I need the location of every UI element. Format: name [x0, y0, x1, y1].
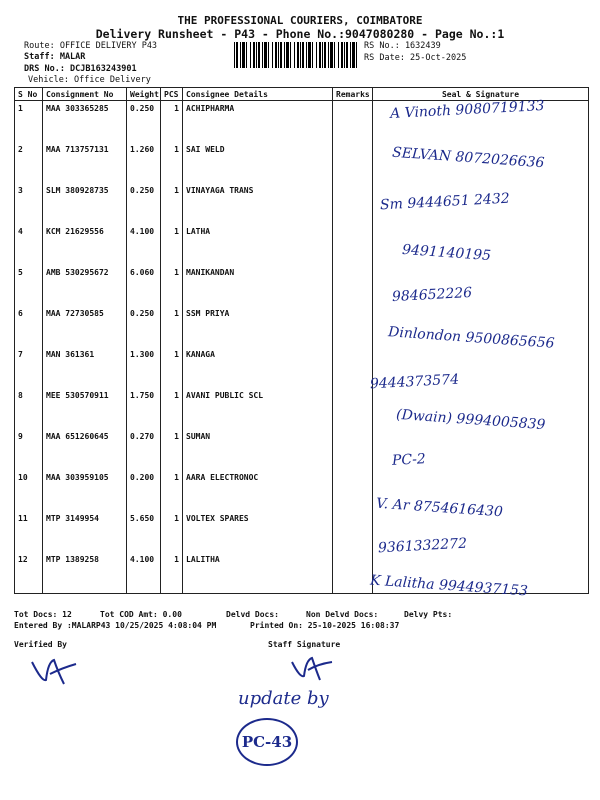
- row-weight: 0.250: [127, 101, 161, 143]
- consignee-signature: 9361332272: [377, 535, 468, 557]
- consignee-signature: 984652226: [391, 284, 473, 306]
- row-sno: 7: [15, 347, 43, 388]
- row-consignment: MTP 3149954: [43, 511, 127, 552]
- row-weight: 5.650: [127, 511, 161, 552]
- delivered-docs: Delvd Docs:: [226, 610, 279, 619]
- row-pcs: 1: [161, 511, 183, 552]
- col-seal-signature: Seal & Signature: [373, 88, 589, 101]
- row-sno: 1: [15, 101, 43, 143]
- col-sno: S No: [15, 88, 43, 101]
- row-sno: 10: [15, 470, 43, 511]
- row-weight: 0.270: [127, 429, 161, 470]
- drs-number: DRS No.: DCJB163243901: [24, 64, 137, 74]
- row-sno: 6: [15, 306, 43, 347]
- runsheet-subtitle: Delivery Runsheet - P43 - Phone No.:9047080280 - Page No.:1: [95, 27, 505, 41]
- table-header: [15, 88, 589, 101]
- consignee-signature: A Vinoth 9080719133: [389, 97, 545, 123]
- row-remarks: [333, 306, 373, 347]
- row-pcs: 1: [161, 552, 183, 594]
- table-row: [15, 347, 589, 388]
- row-consignment: AMB 530295672: [43, 265, 127, 306]
- consignee-signature: PC-2: [391, 451, 427, 469]
- rs-date: RS Date: 25-Oct-2025: [364, 53, 467, 63]
- row-weight: 0.250: [127, 183, 161, 224]
- row-remarks: [333, 101, 373, 143]
- row-consignment: MAA 303365285: [43, 101, 127, 143]
- table-row: [15, 429, 589, 470]
- row-consignee: KANAGA: [183, 347, 333, 388]
- row-remarks: [333, 265, 373, 306]
- row-consignee: ACHIPHARMA: [183, 101, 333, 143]
- row-sno: 9: [15, 429, 43, 470]
- row-consignee: AARA ELECTRONOC: [183, 470, 333, 511]
- row-consignee: MANIKANDAN: [183, 265, 333, 306]
- row-weight: 1.260: [127, 142, 161, 183]
- row-pcs: 1: [161, 224, 183, 265]
- col-pcs: PCS: [161, 88, 183, 101]
- row-consignment: SLM 380928735: [43, 183, 127, 224]
- verified-by-label: Verified By: [14, 640, 67, 649]
- row-consignment: MAA 651260645: [43, 429, 127, 470]
- route-label: Route: OFFICE DELIVERY P43: [24, 41, 158, 51]
- row-weight: 1.300: [127, 347, 161, 388]
- row-consignment: MTP 1389258: [43, 552, 127, 594]
- row-sno: 11: [15, 511, 43, 552]
- row-remarks: [333, 470, 373, 511]
- row-sno: 5: [15, 265, 43, 306]
- col-remarks: Remarks: [333, 88, 373, 101]
- row-pcs: 1: [161, 470, 183, 511]
- row-weight: 0.250: [127, 306, 161, 347]
- row-weight: 4.100: [127, 552, 161, 594]
- row-remarks: [333, 224, 373, 265]
- consignee-signature: 9444373574: [369, 371, 460, 393]
- consignee-signature: 9491140195: [401, 241, 492, 265]
- col-consignee: Consignee Details: [183, 88, 333, 101]
- row-consignment: MEE 530570911: [43, 388, 127, 429]
- staff-signature-icon: [288, 652, 338, 684]
- company-title: THE PROFESSIONAL COURIERS, COIMBATORE: [177, 14, 423, 27]
- delivery-points: Delvy Pts:: [404, 610, 453, 619]
- row-consignment: MAA 713757131: [43, 142, 127, 183]
- row-remarks: [333, 552, 373, 594]
- row-pcs: 1: [161, 142, 183, 183]
- row-weight: 0.200: [127, 470, 161, 511]
- row-consignee: SUMAN: [183, 429, 333, 470]
- row-consignment: MAN 361361: [43, 347, 127, 388]
- consignee-signature: Sm 9444651 2432: [379, 190, 511, 214]
- row-sno: 12: [15, 552, 43, 594]
- table-row: [15, 265, 589, 306]
- consignee-signature: (Dwain) 9994005839: [395, 406, 546, 434]
- row-consignment: MAA 72730585: [43, 306, 127, 347]
- row-remarks: [333, 511, 373, 552]
- row-pcs: 1: [161, 265, 183, 306]
- consignee-signature: K Lalitha 9944937153: [369, 572, 529, 600]
- row-consignment: MAA 303959105: [43, 470, 127, 511]
- row-consignment: KCM 21629556: [43, 224, 127, 265]
- row-consignee: AVANI PUBLIC SCL: [183, 388, 333, 429]
- staff-signature-label: Staff Signature: [268, 640, 341, 649]
- row-consignee: VOLTEX SPARES: [183, 511, 333, 552]
- col-weight: Weight: [127, 88, 161, 101]
- row-weight: 6.060: [127, 265, 161, 306]
- consignee-signature: V. Ar 8754616430: [375, 495, 504, 521]
- row-remarks: [333, 183, 373, 224]
- row-pcs: 1: [161, 429, 183, 470]
- row-weight: 4.100: [127, 224, 161, 265]
- row-pcs: 1: [161, 388, 183, 429]
- row-pcs: 1: [161, 101, 183, 143]
- row-weight: 1.750: [127, 388, 161, 429]
- table-row: [15, 224, 589, 265]
- entered-by: Entered By :MALARP43 10/25/2025 4:08:04 PM: [14, 621, 217, 630]
- pc43-stamp: PC-43: [236, 718, 298, 766]
- col-consignment: Consignment No: [43, 88, 127, 101]
- staff-label: Staff: MALAR: [24, 52, 86, 62]
- row-consignee: SSM PRIYA: [183, 306, 333, 347]
- row-remarks: [333, 388, 373, 429]
- row-sno: 8: [15, 388, 43, 429]
- barcode-icon: [234, 42, 360, 68]
- row-pcs: 1: [161, 347, 183, 388]
- row-consignee: SAI WELD: [183, 142, 333, 183]
- row-remarks: [333, 347, 373, 388]
- row-consignee: LATHA: [183, 224, 333, 265]
- vehicle-label: Vehicle: Office Delivery: [28, 75, 151, 85]
- verifier-signature-icon: [28, 652, 82, 688]
- row-consignee: VINAYAGA TRANS: [183, 183, 333, 224]
- total-docs: Tot Docs: 12: [14, 610, 72, 619]
- consignee-signature: Dinlondon 9500865656: [387, 324, 555, 352]
- row-consignee: LALITHA: [183, 552, 333, 594]
- total-cod: Tot COD Amt: 0.00: [100, 610, 182, 619]
- row-remarks: [333, 429, 373, 470]
- row-pcs: 1: [161, 183, 183, 224]
- consignee-signature: SELVAN 8072026636: [391, 144, 545, 172]
- row-sno: 2: [15, 142, 43, 183]
- row-sno: 3: [15, 183, 43, 224]
- row-pcs: 1: [161, 306, 183, 347]
- row-sno: 4: [15, 224, 43, 265]
- update-note: update by: [238, 688, 329, 709]
- printed-on: Printed On: 25-10-2025 16:08:37: [250, 621, 400, 630]
- row-remarks: [333, 142, 373, 183]
- rs-number: RS No.: 1632439: [364, 41, 441, 51]
- non-delivered-docs: Non Delvd Docs:: [306, 610, 379, 619]
